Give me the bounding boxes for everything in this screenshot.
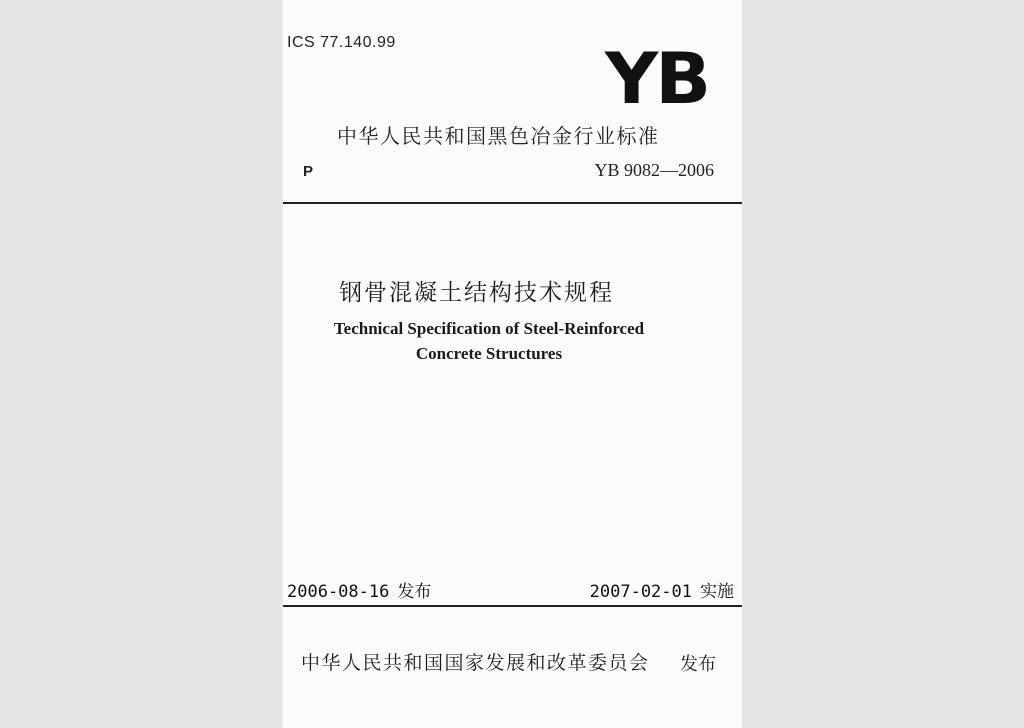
- industry-standard-title: 中华人民共和国黑色冶金行业标准: [337, 124, 660, 148]
- yb-logo: YB: [605, 38, 708, 120]
- title-english-line-1: Technical Specification of Steel-Reinforced: [333, 319, 645, 338]
- top-divider: [283, 202, 742, 204]
- standard-number: YB 9082—2006: [594, 160, 714, 180]
- title-english: [283, 316, 695, 366]
- issuer-action-label: 发布: [680, 654, 716, 675]
- effective-date-suffix: 实施: [700, 582, 734, 602]
- effective-date-row: [590, 577, 734, 602]
- effective-date: 2007-02-01: [589, 582, 692, 602]
- standard-cover-page: [283, 0, 742, 728]
- issuing-authority: 中华人民共和国国家发展和改革委员会: [301, 652, 650, 674]
- issue-date-suffix: 发布: [397, 582, 432, 602]
- ics-code: ICS 77.140.99: [287, 34, 396, 51]
- bottom-divider: [283, 605, 742, 607]
- issue-date-row: [287, 577, 431, 602]
- title-chinese: 钢骨混凝土结构技术规程: [339, 280, 614, 306]
- title-english-line-2: Concrete Structures: [415, 344, 563, 363]
- category-code: P: [303, 163, 314, 180]
- issue-date: 2006-08-16: [287, 582, 390, 602]
